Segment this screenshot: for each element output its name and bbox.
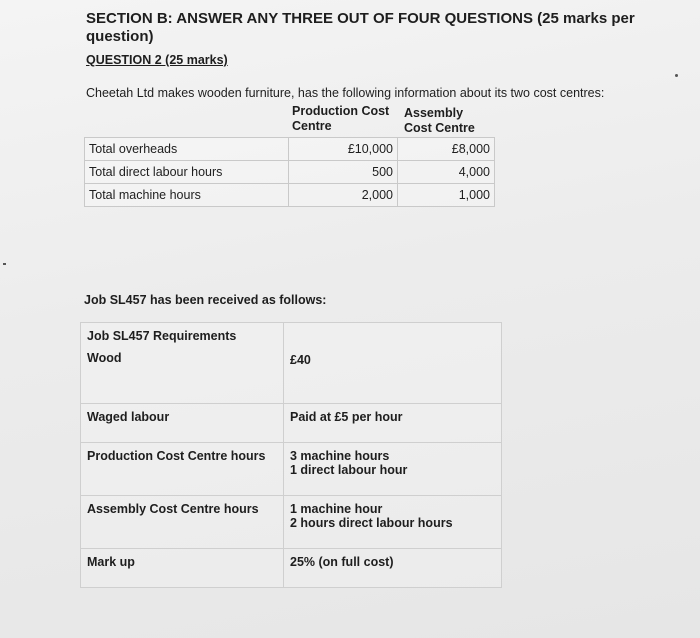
assembly-value: 1,000 <box>398 184 495 207</box>
job-row-label: Wood <box>87 351 122 365</box>
job-row-value: £40 <box>290 353 311 367</box>
table-row <box>85 184 495 207</box>
table-row <box>81 323 502 404</box>
decorative-mark <box>3 263 6 265</box>
table-row <box>81 549 502 588</box>
assembly-header-line1: Assembly <box>404 106 464 120</box>
job-table-title: Job SL457 Requirements <box>87 329 237 343</box>
job-row-label: Assembly Cost Centre hours <box>81 496 284 549</box>
question-intro: Cheetah Ltd makes wooden furniture, has the following information about its two cost centres: <box>86 86 605 100</box>
decorative-dot <box>675 74 678 77</box>
production-value: 500 <box>289 161 398 184</box>
assembly-value: £8,000 <box>398 138 495 161</box>
table-row <box>81 404 502 443</box>
question-heading: QUESTION 2 (25 marks) <box>86 53 228 67</box>
assembly-value: 4,000 <box>398 161 495 184</box>
job-row-label: Production Cost Centre hours <box>81 443 284 496</box>
job-row-value-line2: 2 hours direct labour hours <box>290 516 453 530</box>
table-row <box>81 443 502 496</box>
job-row-value: 25% (on full cost) <box>284 549 502 588</box>
assembly-header-line2: Cost Centre <box>404 121 475 135</box>
assembly-cost-centre-header <box>404 106 475 136</box>
row-label: Total direct labour hours <box>85 161 289 184</box>
row-label: Total overheads <box>85 138 289 161</box>
job-intro: Job SL457 has been received as follows: <box>84 293 327 307</box>
job-row-label: Mark up <box>81 549 284 588</box>
job-cell-value <box>284 496 502 549</box>
production-value: £10,000 <box>289 138 398 161</box>
job-row-value-line2: 1 direct labour hour <box>290 463 408 477</box>
job-requirements-table <box>80 322 502 588</box>
job-row-value-line1: 1 machine hour <box>290 502 383 516</box>
job-cell-value <box>284 443 502 496</box>
job-cell-label <box>81 323 284 404</box>
job-row-label: Waged labour <box>81 404 284 443</box>
table-row <box>85 161 495 184</box>
table-row <box>81 496 502 549</box>
row-label: Total machine hours <box>85 184 289 207</box>
table-row <box>85 138 495 161</box>
production-value: 2,000 <box>289 184 398 207</box>
production-header-line1: Production Cost <box>292 104 390 118</box>
section-heading: SECTION B: ANSWER ANY THREE OUT OF FOUR QUESTIONS (25 marks per question) <box>86 10 635 45</box>
production-header-line2: Centre <box>292 119 332 133</box>
job-row-value: Paid at £5 per hour <box>284 404 502 443</box>
cost-centre-table <box>84 137 495 207</box>
production-cost-centre-header <box>292 104 389 134</box>
job-cell-value <box>284 323 502 404</box>
job-row-value-line1: 3 machine hours <box>290 449 390 463</box>
